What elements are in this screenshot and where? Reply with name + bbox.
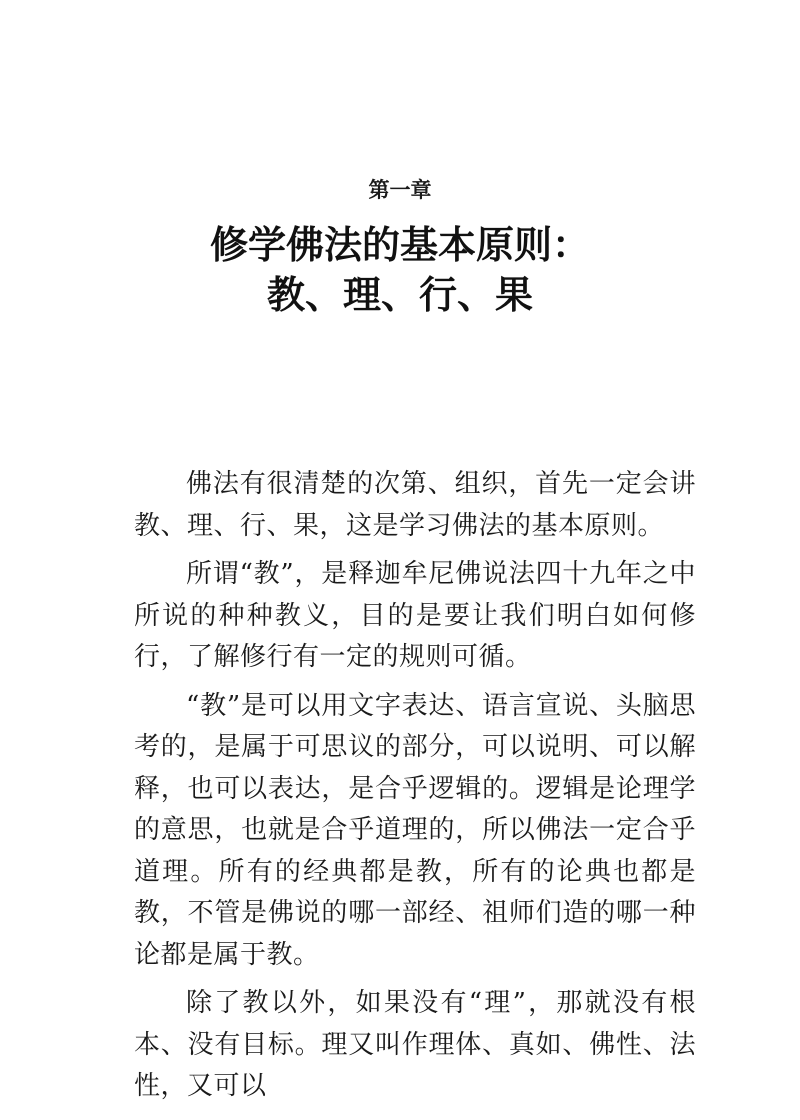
- chapter-title-line-2: 教、理、行、果: [266, 272, 533, 317]
- paragraph-4: 除了教以外，如果没有“理”，那就没有根本、没有目标。理又叫作理体、真如、佛性、法性，又可以: [134, 988, 696, 1101]
- chapter-title: [0, 220, 800, 320]
- body-text: [134, 464, 696, 1115]
- chapter-label: 第一章: [368, 178, 432, 202]
- paragraph-2: 所谓“教”，是释迦牟尼佛说法四十九年之中所说的种种教义，目的是要让我们明白如何修行，了解修行有一定的规则可循。: [134, 559, 696, 672]
- paragraph-1: 佛法有很清楚的次第、组织，首先一定会讲教、理、行、果，这是学习佛法的基本原则。: [134, 469, 696, 541]
- paragraph-3: “教”是可以用文字表达、语言宣说、头脑思考的，是属于可思议的部分，可以说明、可以解释，也可以表达，是合乎逻辑的。逻辑是论理学的意思，也就是合乎道理的，所以佛法一定合乎道理。所有的经典都是教，所有的论典也都是教，不管是佛说的哪一部经、祖师们造的哪一种论都是属于教。: [134, 690, 696, 970]
- chapter-title-line-1: 修学佛法的基本原则：: [209, 222, 590, 267]
